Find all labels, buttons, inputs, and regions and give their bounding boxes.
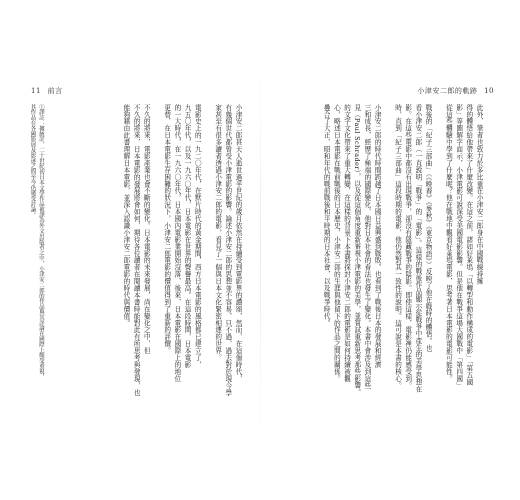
text-column: 從這些體驗中學到了什麼呢？他在戰地中觀看好萊塢電影，思考著日本電影的電影可能性。: [444, 104, 453, 382]
text-column: 電影史上的一九二〇年代，在默片時代的黃金期間，西方日本電影的風格都已建立了，: [193, 104, 202, 369]
left-page-body: [41, 104, 243, 434]
footnote-text: 其作品在各國影展及影迷之間至今仍廣受討論。: [29, 104, 36, 218]
text-column: 的文字文化帶來了重大轉變，在這樣的背景下本書將探討小津安二郎的電影是如何持續被觀: [342, 104, 351, 382]
text-column: 不久的將來，日本電影的發展將會如何，期待各位讀者在閱讀本書時能對此有所思考與發現，也: [132, 104, 141, 396]
text-column: 影」等圖解字面示，小津電影可說深受美國電影影響。但是他在戰爭這場大國戰中「第四國」: [454, 104, 463, 389]
footnote: [28, 104, 45, 434]
right-page-running-title: 小津安二郎的軌跡: [417, 87, 478, 95]
paragraph-gap: [202, 104, 212, 434]
paragraph-gap: [151, 104, 161, 434]
text-column: 更替，在日本電影生存困難的狀況下，小津安二郎電影的價值得到了重新的評價。: [162, 104, 171, 355]
right-page-body: [272, 104, 484, 434]
text-column: 時，直到「紀子三部曲」這段時期的電影，他仍然對其一致性的說明。這可說是本書的核心。: [393, 104, 402, 389]
text-column: 影。在這些電影中都沒有出現戰爭，卻沒有隱藏戰爭的陰影。即使這樣，電影裡仍能感受到。: [403, 104, 412, 389]
text-column: 看小津安二郎（一直說明「戰爭」的「電影」。這樣的戰後作品顯示從戰爭中產生的美學思想在: [413, 104, 422, 393]
text-column: 得的體悟給他帶來了什麼改變。在這之前，諸如好萊塢「以轉型和動作構成的電影」「第五國: [464, 104, 473, 386]
left-page-header: [27, 86, 63, 96]
text-column: 戰後的「紀子三部曲」（《晚春》《麥秋》《東京物語》）反映了他在戰時的體悟。也: [424, 104, 433, 352]
paragraph-gap: [433, 104, 443, 434]
text-column: 心，略述日本電影在戰前戰後的日本歷史，小津安二郎的生涯與他留下的作品之間的關係。: [332, 104, 341, 382]
text-column: 不久的將來，電影產業也會不斷的變化。日本電影的未來發展，尚在變化之中，但: [142, 104, 151, 355]
left-page-running-title: 前言: [47, 87, 63, 95]
right-page-header: [417, 86, 498, 96]
text-column: 有幾個世代都曾受小津電影的影響。論述小津安二郎的思想並不容易，只不過，過去對於現今學: [223, 104, 232, 396]
text-column: 見（Paul Schrader），以及從這個角度重新審視小津電影的美學，並嘗試重新思考那些影響。: [352, 104, 361, 396]
paragraph-gap: [382, 104, 392, 434]
text-column: 疊合了大正、昭和年代的戰前戰後和平時期的日本社會，以及戰爭時代。: [322, 104, 331, 327]
footnote-text: ①譯註：據統計，二十世紀初日本文學作品被譯為外文出版者之中，小津安二郎的作品與其評論在國際上頗受重視，: [38, 104, 44, 380]
text-column: 九五〇年代，以及一九六〇年代，日本電影在世界的聲譽最高。在這段時間，日本電影: [183, 104, 192, 369]
right-page-number: 10: [484, 87, 494, 95]
text-column: 小津安二郎甚天人逝世過半世紀的歲月依然在持續受到電影界的讚頌，然而，在這個時代，: [234, 104, 242, 382]
book-spine-shadow: [260, 60, 261, 445]
text-column: 此外，筆者也致力於多比重在小津安二郎身在中國戰線持擁: [475, 104, 483, 285]
text-column: 三和成長，經歷了極端的國際變化，他對日本社會的看法也發生了變化。本書中會涉及到這些: [362, 104, 371, 389]
text-column: 的一大時代，在一九六〇年代，日本國內電影業開始沒落，後來，日本電影在國際上的地位: [172, 104, 181, 382]
left-page-number: 11: [31, 87, 41, 95]
text-column: 小津安二郎的時代時間跨越了日本國日益興盛到戰敗。也看到了戰後日本的發展和經濟: [373, 104, 382, 369]
text-column: 能夠藉由此書理解日本電影，並深入認識小津安二郎電影的時代與價值。: [121, 104, 130, 327]
text-column: 家甚至有很多讀者透過小津安二郎的電影，看見了一個與日本文化緊密相連的世界。: [213, 104, 222, 362]
